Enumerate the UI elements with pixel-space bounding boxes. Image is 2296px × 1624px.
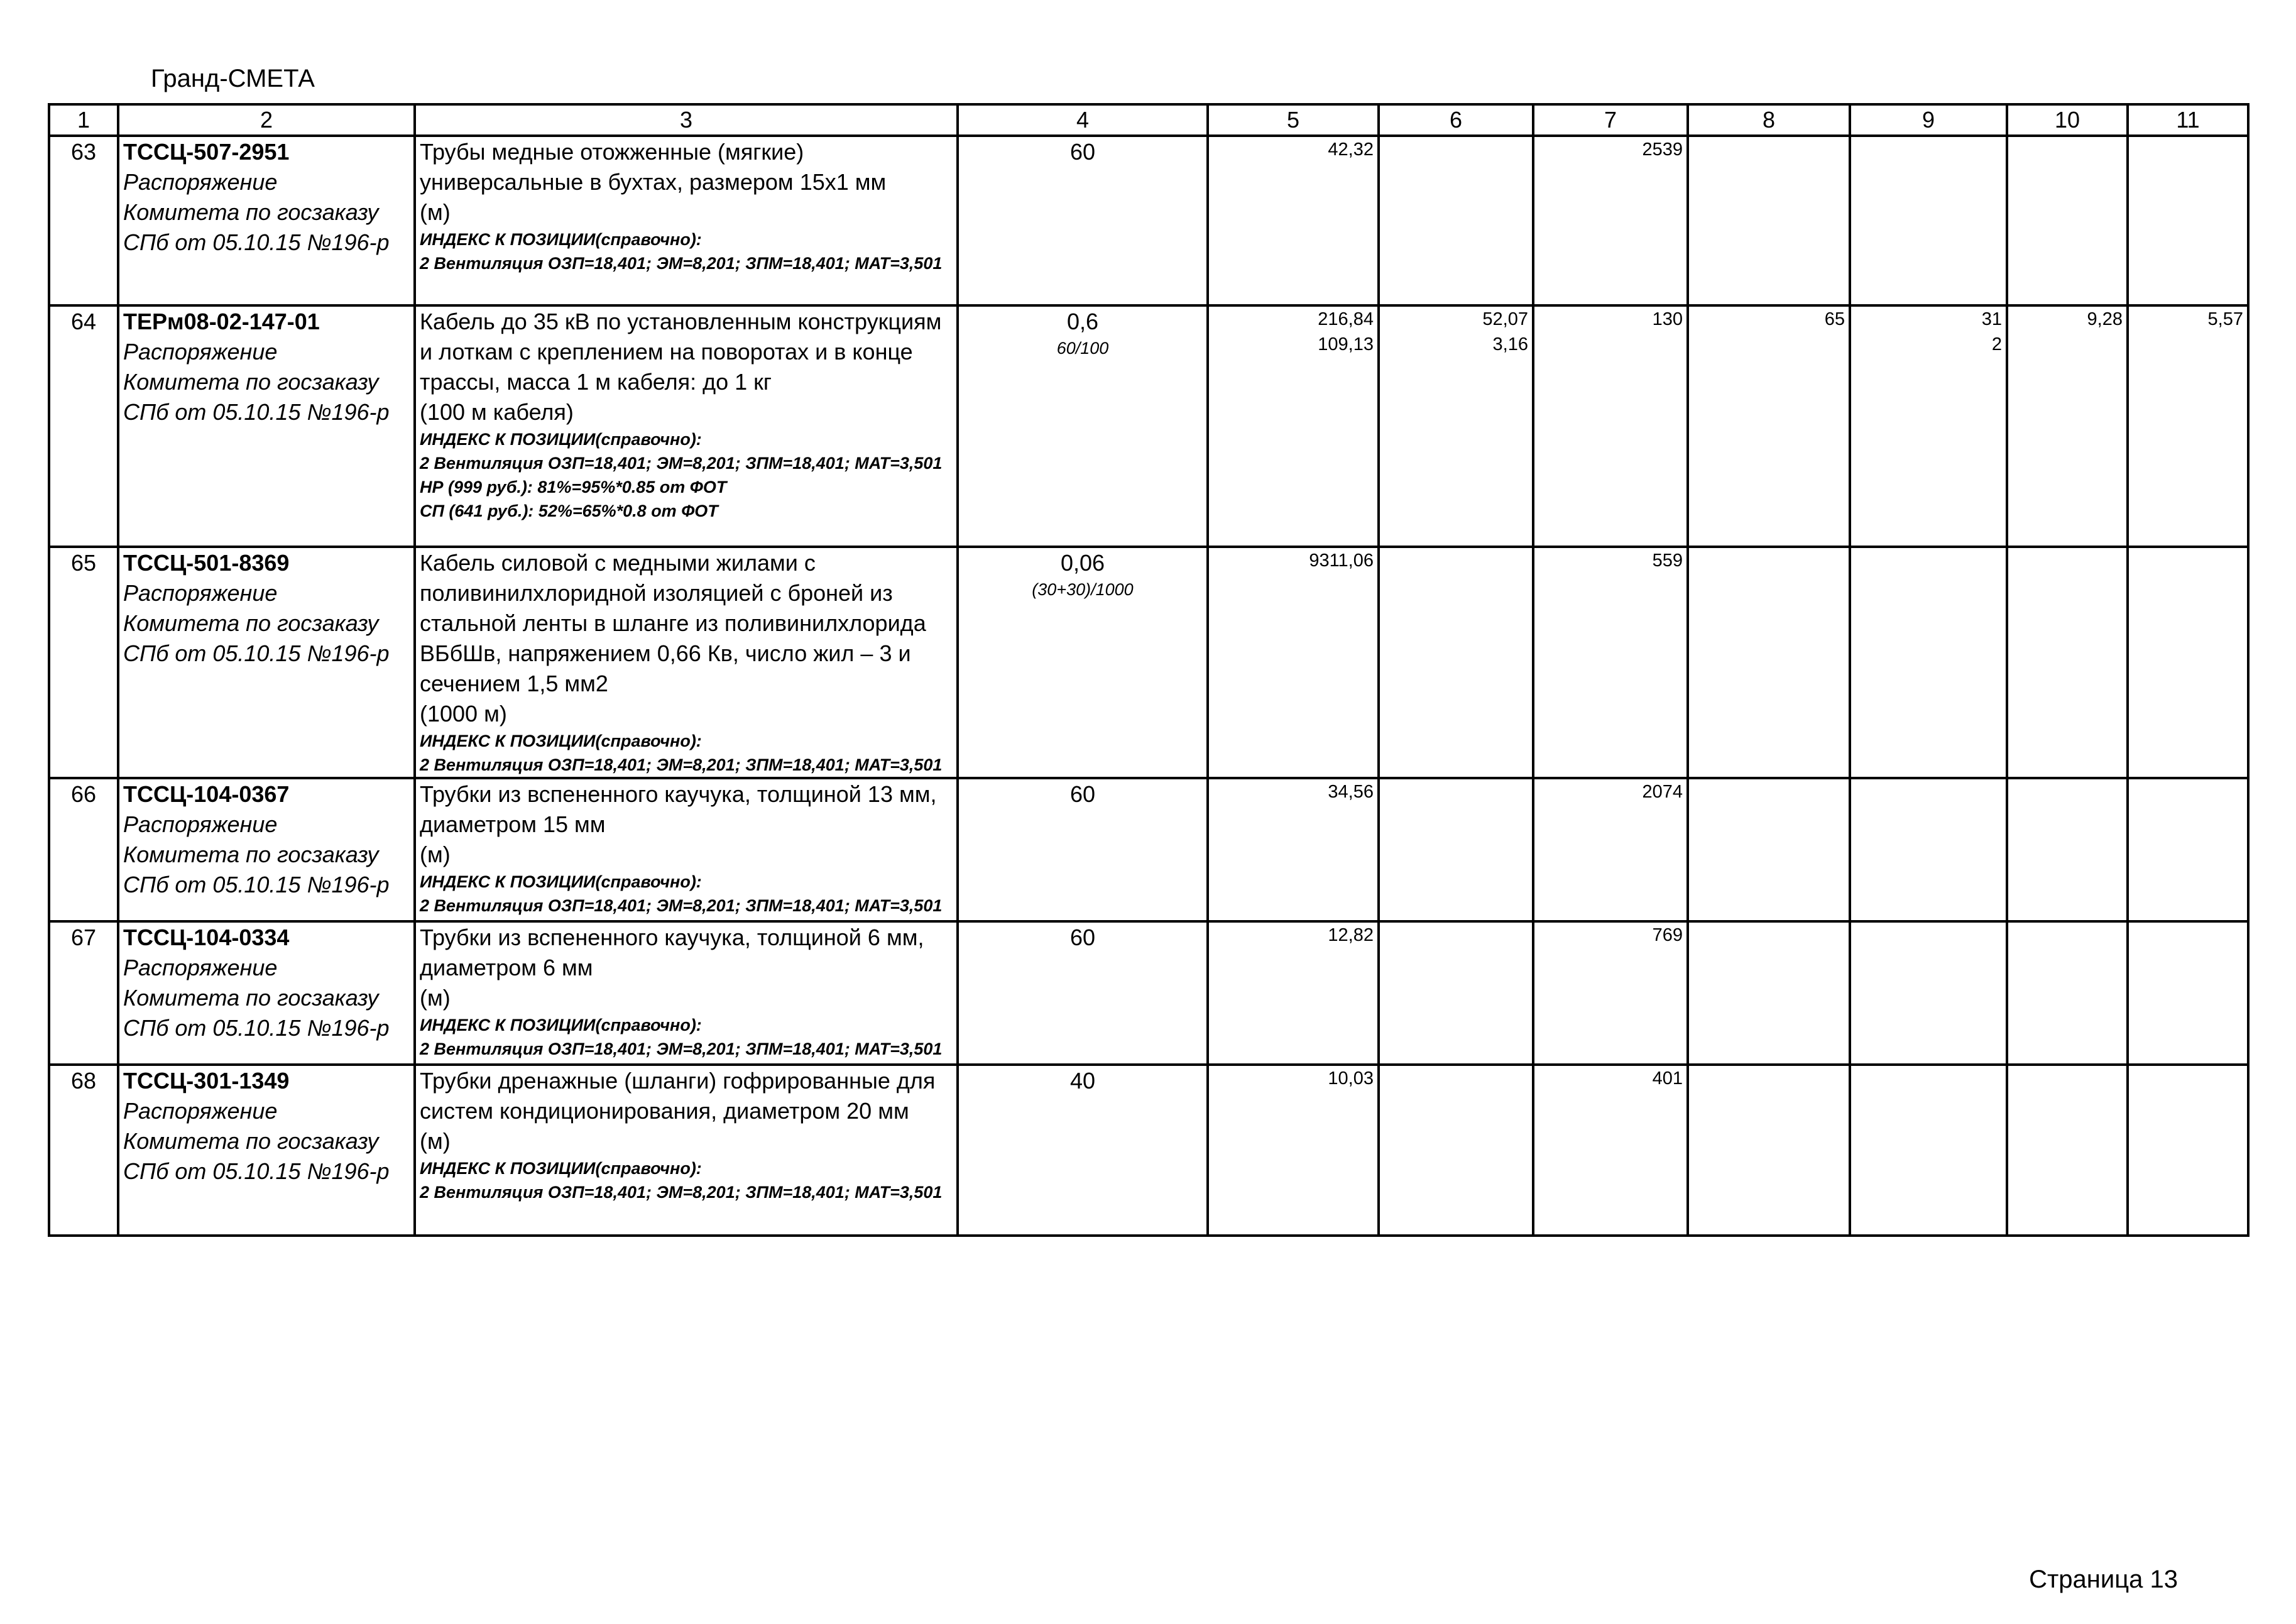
work-description-cell [415, 778, 958, 921]
value-cell-8 [1688, 305, 1850, 547]
unit-of-measure: (100 м кабеля) [420, 399, 574, 425]
basis-line: Комитета по госзаказу [123, 842, 379, 867]
basis-line: Комитета по госзаказу [123, 369, 379, 395]
value-cell-7 [1533, 305, 1688, 547]
basis-line: Комитета по госзаказу [123, 610, 379, 636]
row-number: 66 [49, 778, 118, 921]
estimate-rows [49, 136, 2248, 1236]
index-note: 2 Вентиляция ОЗП=18,401; ЭМ=8,201; ЗПМ=18,401; МАТ=3,501 [420, 896, 943, 915]
unit-of-measure: (м) [420, 1128, 451, 1154]
row-number: 63 [49, 136, 118, 305]
column-number: 9 [1850, 104, 2007, 136]
value-5: 216,84 [1318, 309, 1374, 329]
value-cell-7 [1533, 1065, 1688, 1236]
value-cell-8 [1688, 921, 1850, 1065]
index-note: ИНДЕКС К ПОЗИЦИИ(справочно): [420, 1159, 702, 1178]
value-cell-10 [2007, 547, 2128, 778]
column-number: 1 [49, 104, 118, 136]
value-5: 12,82 [1328, 925, 1374, 945]
row-number: 65 [49, 547, 118, 778]
app-title: Гранд-СМЕТА [151, 65, 315, 92]
page-number: Страница 13 [2029, 1566, 2178, 1593]
column-number: 7 [1533, 104, 1688, 136]
rate-code: ТССЦ-501-8369 [123, 550, 290, 576]
value-6: 52,07 [1482, 309, 1528, 329]
value-cell-9 [1850, 921, 2007, 1065]
value-cell-5 [1208, 778, 1379, 921]
work-description: Кабель до 35 кВ по установленным конструкциям и лоткам с креплением на поворотах и в конце трассы, масса 1 м кабеля: до 1 кг [420, 309, 942, 395]
column-number-row [49, 104, 2248, 136]
table-row [49, 305, 2248, 547]
value-cell-9 [1850, 305, 2007, 547]
value-cell-11 [2128, 547, 2248, 778]
table-row [49, 136, 2248, 305]
value-cell-8 [1688, 547, 1850, 778]
table-row [49, 1065, 2248, 1236]
value-cell-5 [1208, 921, 1379, 1065]
value-5: 109,13 [1318, 334, 1374, 354]
value-cell-10 [2007, 778, 2128, 921]
rate-code-cell [118, 1065, 415, 1236]
value-cell-9 [1850, 1065, 2007, 1236]
column-number: 3 [415, 104, 958, 136]
work-description-cell [415, 136, 958, 305]
unit-of-measure: (м) [420, 985, 451, 1011]
value-7: 769 [1652, 925, 1683, 945]
basis-line: Распоряжение [123, 1098, 278, 1124]
index-note: НР (999 руб.): 81%=95%*0.85 от ФОТ [420, 478, 727, 497]
work-description-cell [415, 921, 958, 1065]
value-cell-7 [1533, 921, 1688, 1065]
value-8: 65 [1824, 309, 1845, 329]
work-description-cell [415, 1065, 958, 1236]
rate-code: ТЕРм08-02-147-01 [123, 309, 320, 334]
basis-line: Комитета по госзаказу [123, 199, 379, 225]
work-description-cell [415, 305, 958, 547]
basis-line: Распоряжение [123, 339, 278, 365]
unit-of-measure: (м) [420, 842, 451, 867]
basis-line: СПб от 05.10.15 №196-р [123, 229, 390, 255]
value-cell-7 [1533, 778, 1688, 921]
rate-code-cell [118, 547, 415, 778]
index-note: ИНДЕКС К ПОЗИЦИИ(справочно): [420, 430, 702, 449]
work-description: Кабель силовой с медными жилами с поливинилхлоридной изоляцией с броней из стальной ленты в шланге из поливинилхлорида ВБбШв, напряжением 0,66 Кв, число жил – 3 и сечением 1,5 мм2 [420, 550, 926, 696]
rate-code-cell [118, 136, 415, 305]
index-note: 2 Вентиляция ОЗП=18,401; ЭМ=8,201; ЗПМ=18,401; МАТ=3,501 [420, 454, 943, 473]
quantity-cell [958, 1065, 1208, 1236]
basis-line: СПб от 05.10.15 №196-р [123, 640, 390, 666]
value-cell-7 [1533, 136, 1688, 305]
index-note: 2 Вентиляция ОЗП=18,401; ЭМ=8,201; ЗПМ=18,401; МАТ=3,501 [420, 1040, 943, 1058]
value-cell-11 [2128, 921, 2248, 1065]
index-note: ИНДЕКС К ПОЗИЦИИ(справочно): [420, 230, 702, 249]
value-cell-9 [1850, 778, 2007, 921]
value-cell-6 [1379, 778, 1533, 921]
basis-line: Комитета по госзаказу [123, 985, 379, 1011]
value-7: 130 [1652, 309, 1683, 329]
value-5: 9311,06 [1309, 551, 1374, 571]
quantity-cell [958, 136, 1208, 305]
quantity: 60 [1069, 924, 1096, 950]
table-row [49, 778, 2248, 921]
value-cell-8 [1688, 136, 1850, 305]
work-description: Трубки из вспененного каучука, толщиной 13 мм, диаметром 15 мм [420, 781, 937, 837]
index-note: 2 Вентиляция ОЗП=18,401; ЭМ=8,201; ЗПМ=18,401; МАТ=3,501 [420, 755, 943, 774]
value-cell-10 [2007, 1065, 2128, 1236]
rate-code: ТССЦ-104-0334 [123, 924, 290, 950]
value-cell-6 [1379, 1065, 1533, 1236]
basis-line: Распоряжение [123, 169, 278, 195]
index-note: ИНДЕКС К ПОЗИЦИИ(справочно): [420, 872, 702, 891]
rate-code: ТССЦ-301-1349 [123, 1068, 290, 1094]
value-cell-10 [2007, 136, 2128, 305]
value-cell-6 [1379, 547, 1533, 778]
value-cell-11 [2128, 1065, 2248, 1236]
quantity: 40 [1069, 1068, 1096, 1094]
value-7: 559 [1652, 551, 1683, 571]
rate-code-cell [118, 305, 415, 547]
value-cell-9 [1850, 136, 2007, 305]
row-number: 64 [49, 305, 118, 547]
value-cell-11 [2128, 305, 2248, 547]
value-cell-5 [1208, 136, 1379, 305]
value-cell-5 [1208, 1065, 1379, 1236]
rate-code: ТССЦ-104-0367 [123, 781, 290, 807]
value-cell-5 [1208, 547, 1379, 778]
quantity: 60 [1069, 139, 1096, 165]
basis-line: СПб от 05.10.15 №196-р [123, 872, 390, 897]
column-number: 10 [2007, 104, 2128, 136]
value-cell-9 [1850, 547, 2007, 778]
column-number: 2 [118, 104, 415, 136]
column-number: 8 [1688, 104, 1850, 136]
row-number: 68 [49, 1065, 118, 1236]
basis-line: Распоряжение [123, 811, 278, 837]
quantity-cell [958, 547, 1208, 778]
quantity-cell [958, 921, 1208, 1065]
value-cell-6 [1379, 136, 1533, 305]
work-description: Трубки дренажные (шланги) гофрированные для систем кондиционирования, диаметром 20 мм [420, 1068, 936, 1124]
index-note: 2 Вентиляция ОЗП=18,401; ЭМ=8,201; ЗПМ=18,401; МАТ=3,501 [420, 254, 943, 273]
index-note: ИНДЕКС К ПОЗИЦИИ(справочно): [420, 732, 702, 750]
value-5: 42,32 [1328, 140, 1374, 160]
index-note: 2 Вентиляция ОЗП=18,401; ЭМ=8,201; ЗПМ=18,401; МАТ=3,501 [420, 1183, 943, 1202]
basis-line: СПб от 05.10.15 №196-р [123, 1158, 390, 1184]
value-cell-10 [2007, 305, 2128, 547]
column-number: 4 [958, 104, 1208, 136]
value-cell-5 [1208, 305, 1379, 547]
index-note: ИНДЕКС К ПОЗИЦИИ(справочно): [420, 1016, 702, 1034]
value-7: 401 [1652, 1068, 1683, 1089]
value-5: 34,56 [1328, 782, 1374, 802]
value-9: 2 [1991, 334, 2002, 354]
value-cell-10 [2007, 921, 2128, 1065]
value-cell-11 [2128, 136, 2248, 305]
column-number: 6 [1379, 104, 1533, 136]
value-cell-6 [1379, 305, 1533, 547]
quantity: 0,6 [1066, 309, 1099, 334]
work-description: Трубы медные отожженные (мягкие) универсальные в бухтах, размером 15х1 мм [420, 139, 887, 195]
value-cell-7 [1533, 547, 1688, 778]
unit-of-measure: (1000 м) [420, 701, 507, 727]
quantity-formula: 60/100 [1056, 339, 1109, 358]
value-cell-11 [2128, 778, 2248, 921]
basis-line: СПб от 05.10.15 №196-р [123, 399, 390, 425]
table-row [49, 547, 2248, 778]
row-number: 67 [49, 921, 118, 1065]
quantity: 60 [1069, 781, 1096, 807]
value-cell-6 [1379, 921, 1533, 1065]
value-9: 31 [1981, 309, 2002, 329]
index-note: СП (641 руб.): 52%=65%*0.8 от ФОТ [420, 502, 718, 520]
basis-line: Распоряжение [123, 955, 278, 980]
value-7: 2539 [1642, 140, 1683, 160]
value-7: 2074 [1642, 782, 1683, 802]
work-description: Трубки из вспененного каучука, толщиной 6 мм, диаметром 6 мм [420, 924, 924, 980]
quantity-cell [958, 778, 1208, 921]
basis-line: Распоряжение [123, 580, 278, 606]
table-row [49, 921, 2248, 1065]
rate-code-cell [118, 778, 415, 921]
value-cell-8 [1688, 1065, 1850, 1236]
value-6: 3,16 [1492, 334, 1528, 354]
rate-code-cell [118, 921, 415, 1065]
column-number: 5 [1208, 104, 1379, 136]
unit-of-measure: (м) [420, 199, 451, 225]
work-description-cell [415, 547, 958, 778]
rate-code: ТССЦ-507-2951 [123, 139, 290, 165]
quantity-formula: (30+30)/1000 [1032, 580, 1134, 599]
basis-line: Комитета по госзаказу [123, 1128, 379, 1154]
basis-line: СПб от 05.10.15 №196-р [123, 1015, 390, 1041]
value-5: 10,03 [1328, 1068, 1374, 1089]
column-number: 11 [2128, 104, 2248, 136]
estimate-table [48, 103, 2250, 1237]
quantity: 0,06 [1060, 550, 1105, 576]
value-10: 9,28 [2087, 309, 2123, 329]
value-11: 5,57 [2207, 309, 2243, 329]
quantity-cell [958, 305, 1208, 547]
value-cell-8 [1688, 778, 1850, 921]
